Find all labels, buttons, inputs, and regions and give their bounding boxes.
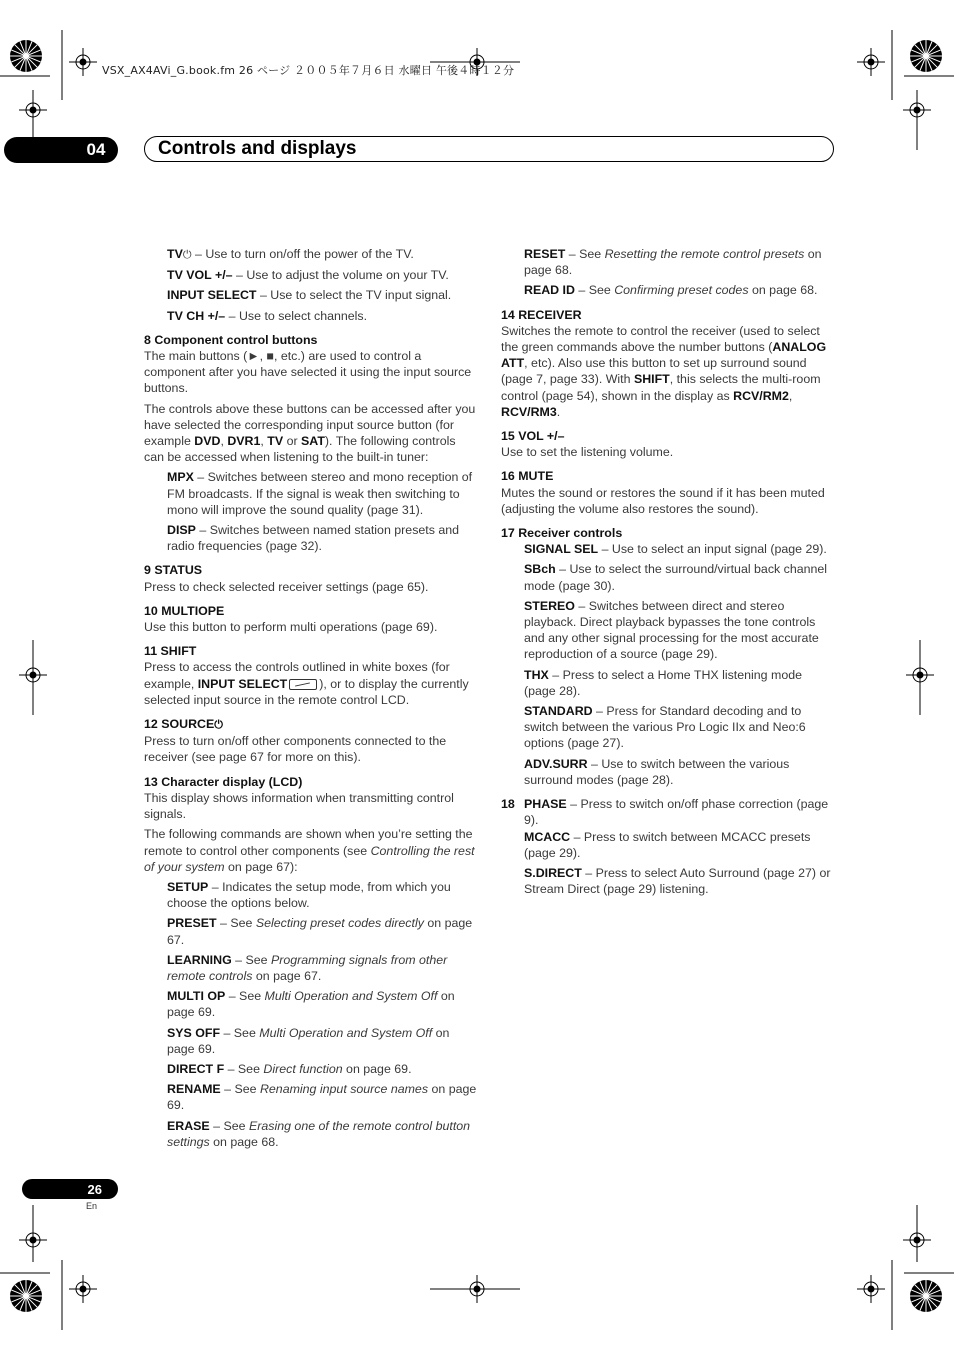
lcd-item-sys-off: SYS OFF – See Multi Operation and System Off on page 69. bbox=[167, 1025, 450, 1056]
lcd-item-learning: LEARNING – See Programming signals from other remote controls on page 67. bbox=[167, 952, 448, 983]
tv-power-item: TV⏻ – Use to turn on/off the power of the TV. bbox=[167, 247, 414, 261]
s-direct-item: S.DIRECT – Press to select Auto Surround (page 27) or Stream Direct (page 29) listening. bbox=[524, 865, 831, 897]
power-icon: ⏻ bbox=[182, 249, 192, 261]
section-18-number: 18 bbox=[501, 797, 515, 812]
section-9-heading: 9 STATUS bbox=[144, 563, 203, 578]
lcd-item-rename: RENAME – See Renaming input source names on page 69. bbox=[167, 1082, 477, 1113]
section-15-heading: 15 VOL +/– bbox=[501, 429, 565, 444]
section-14-text: Switches the remote to control the receiver (used to select the green commands above the number buttons (ANALOG ATT, etc). Also use this button to set up surround sound (page 7, page 33). With SHIFT, this selects the multi-room control (page 54), shown in the display as RCV/RM2, RCV/RM3. bbox=[501, 323, 827, 419]
receiver-item-sbch: SBch – Use to select the surround/virtual back channel mode (page 30). bbox=[524, 562, 828, 593]
lcd-item-read-id: READ ID – See Confirming preset codes on page 68. bbox=[524, 283, 818, 298]
lcd-item-multi-op: MULTI OP – See Multi Operation and System Off on page 69. bbox=[167, 989, 455, 1020]
section-14-heading: 14 RECEIVER bbox=[501, 307, 582, 322]
tv-vol-item: TV VOL +/– – Use to adjust the volume on your TV. bbox=[167, 268, 449, 283]
disp-item: DISP – Switches between named station presets and radio frequencies (page 32). bbox=[167, 523, 460, 554]
left-column bbox=[144, 246, 478, 1154]
tv-ch-item: TV CH +/– – Use to select channels. bbox=[167, 308, 368, 323]
section-8-p2: The controls above these buttons can be accessed after you have selected the corresponding input source button (for example DVD, DVR1, TV or SAT). The following controls can be accessed when listening to the built-in tuner: bbox=[144, 401, 476, 465]
receiver-item-thx: THX – Press to select a Home THX listening mode (page 28). bbox=[524, 667, 803, 698]
receiver-item-stereo: STEREO – Switches between direct and stereo playback. Direct playback bypasses the tone controls and any other signal processing for the most accurate reproduction of a source (page 29). bbox=[524, 598, 819, 662]
section-10-text: Use this button to perform multi operations (page 69). bbox=[144, 620, 438, 635]
power-icon: ⏻ bbox=[214, 719, 223, 732]
section-16-heading: 16 MUTE bbox=[501, 469, 554, 484]
section-17-heading: 17 Receiver controls bbox=[501, 526, 623, 541]
right-column bbox=[501, 246, 837, 901]
lcd-item-setup: SETUP – Indicates the setup mode, from which you choose the options below. bbox=[167, 879, 451, 911]
page-number: 26 bbox=[22, 1179, 118, 1199]
section-13-p1: This display shows information when transmitting control signals. bbox=[144, 790, 454, 822]
section-9-text: Press to check selected receiver settings (page 65). bbox=[144, 579, 429, 594]
section-13-p2: The following commands are shown when you’re setting the remote to control other components (see Controlling the rest of your system on page 67): bbox=[144, 827, 475, 874]
mcacc-item: MCACC – Press to switch between MCACC presets (page 29). bbox=[524, 829, 811, 860]
section-13-heading: 13 Character display (LCD) bbox=[144, 774, 303, 789]
section-15-text: Use to set the listening volume. bbox=[501, 445, 674, 460]
section-12-text: Press to turn on/off other components connected to the receiver (see page 67 for more on this). bbox=[144, 734, 447, 765]
section-16-text: Mutes the sound or restores the sound if it has been muted (adjusting the volume also restores the sound). bbox=[501, 485, 825, 516]
receiver-item-standard: STANDARD – Press for Standard decoding and to switch between the various Pro Logic IIx and Neo:6 options (page 27). bbox=[524, 704, 806, 751]
receiver-item-adv-surr: ADV.SURR – Use to switch between the various surround modes (page 28). bbox=[524, 756, 790, 787]
section-8-heading: 8 Component control buttons bbox=[144, 332, 318, 347]
phase-item: PHASE – Press to switch on/off phase correction (page 9). bbox=[524, 797, 829, 828]
lcd-item-direct-f: DIRECT F – See Direct function on page 69. bbox=[167, 1061, 412, 1076]
input-select-button-icon bbox=[289, 679, 317, 690]
section-10-heading: 10 MULTIOPE bbox=[144, 603, 225, 618]
lcd-item-preset: PRESET – See Selecting preset codes directly on page 67. bbox=[167, 916, 473, 947]
file-header: VSX_AX4AVi_G.book.fm 26 ページ ２００５年７月６日 水曜日 午後４時１２分 bbox=[102, 64, 515, 77]
chapter-number: 04 bbox=[4, 137, 118, 163]
section-12-heading: 12 SOURCE⏻ bbox=[144, 717, 223, 732]
section-8-p1: The main buttons (►, ■, etc.) are used to control a component after you have selected it using the input source buttons. bbox=[144, 349, 472, 396]
lcd-item-erase: ERASE – See Erasing one of the remote control button settings on page 68. bbox=[167, 1118, 471, 1149]
receiver-item-signal-sel: SIGNAL SEL – Use to select an input signal (page 29). bbox=[524, 542, 827, 557]
page-language: En bbox=[86, 1201, 98, 1211]
section-11-heading: 11 SHIFT bbox=[144, 644, 197, 659]
input-select-item: INPUT SELECT – Use to select the TV input signal. bbox=[167, 288, 452, 303]
lcd-item-reset: RESET – See Resetting the remote control presets on page 68. bbox=[524, 247, 822, 278]
section-18 bbox=[501, 796, 837, 897]
section-11-text: Press to access the controls outlined in white boxes (for example, INPUT SELECT ), or to display the currently selected input source in the remote control LCD. bbox=[144, 660, 469, 707]
mpx-item: MPX – Switches between stereo and mono reception of FM broadcasts. If the signal is weak then switching to mono will improve the sound quality (page 31). bbox=[167, 470, 473, 517]
chapter-title: Controls and displays bbox=[144, 136, 834, 162]
